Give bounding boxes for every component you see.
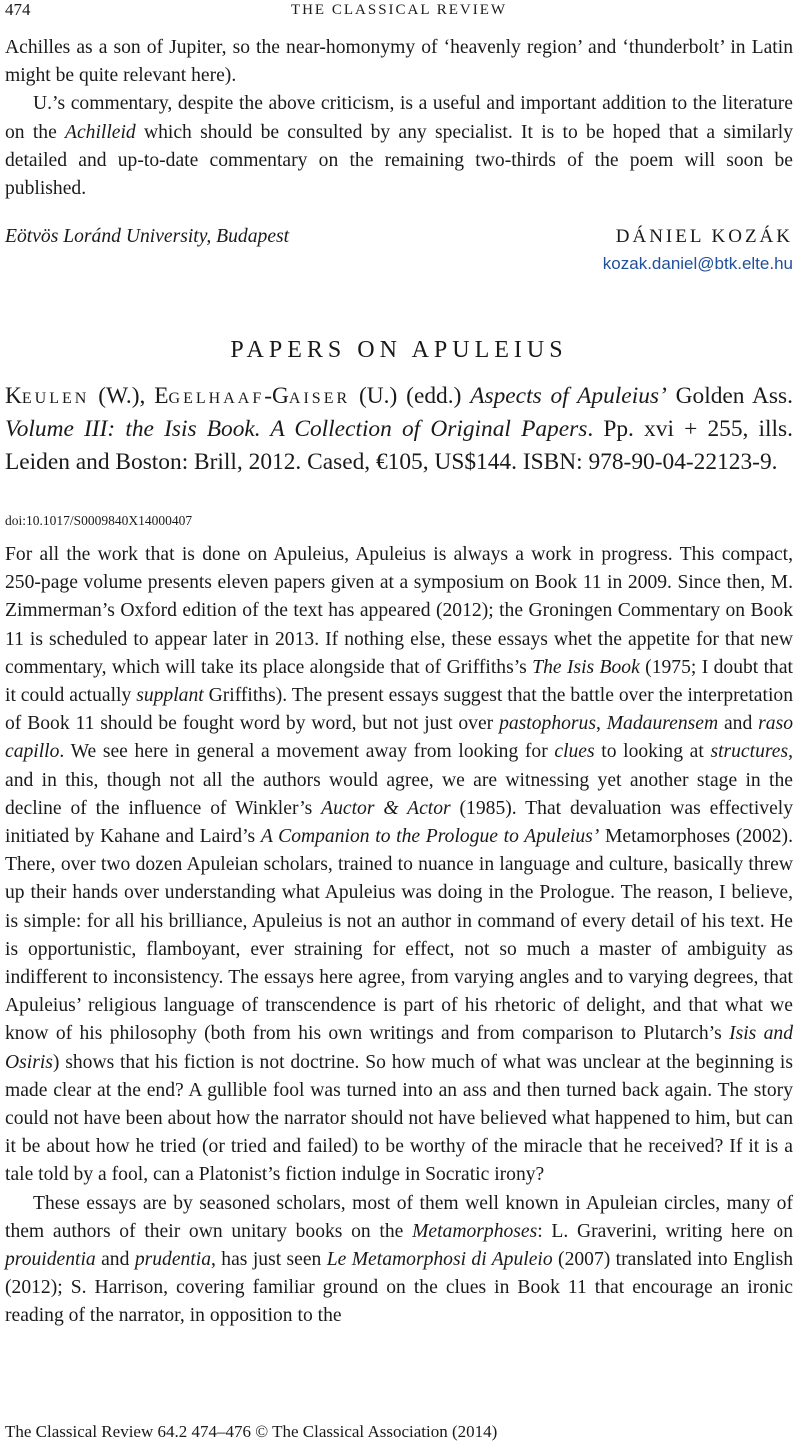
page-footer: The Classical Review 64.2 474–476 © The Classical Association (2014) [5,1422,498,1441]
editor-surname: gelhaaf [168,383,265,409]
publication-details: . Pp. xvi + 255, ills. Leiden and Boston: Brill, 2012. Cased, €105, US$144. ISBN: 978-90-04-22123-9. [5,416,793,475]
italic-term: raso capillo [5,713,793,763]
italic-title: Achilleid [65,121,136,143]
text-span: and [718,713,759,735]
italic-term: prudentia [134,1249,212,1271]
italic-term: Auctor & Actor [321,797,451,819]
text-span: . We see here in general a movement away from looking for [59,741,555,763]
previous-review-ending [5,34,793,203]
italic-term: clues [554,741,595,763]
italic-term: Isis and Osiris [5,1023,793,1073]
book-title: Volume III: the Isis Book. A Collection of Original Papers [5,416,588,442]
section-title: PAPERS ON APULEIUS [230,337,568,363]
editor-surname: aiser [288,383,351,409]
italic-term: Madaurensem [606,713,719,735]
bibliographic-entry [5,380,793,479]
italic-term: pastophorus [499,713,596,735]
italic-term: Le Metamorphosi di Apuleio [326,1249,553,1271]
editor-initial: G [272,383,289,409]
paragraph: Achilles as a son of Jupiter, so the near-homonymy of ‘heavenly region’ and ‘thunderbolt’ in Latin might be quite relevant here). [5,37,793,87]
text-span: - [264,383,273,409]
text-span: These essays are by seasoned scholars, most of them well known in Apuleian circles, many of them authors of their own unitary books on the [5,1192,793,1242]
italic-term: supplant [136,685,204,707]
text-span: Metamorphoses (2002). There, over two dozen Apuleian scholars, trained to nuance in language and culture, basically threw up their hands over understanding what Apuleius was doing in the Prologue. The reason, I believe, is simple: for all his brilliance, Apuleius is not an author in command of every detail of his text. He is opportunistic, flamboyant, ever straining for effect, not so much a master of ambiguity as indifferent to inconsistency. The essays here agree, from varying angles and to varying degrees, that Apuleius’ religious language of transcendence is part of his rhetoric of delight, and that what we know of his philosophy (both from his own writings and from comparison to Plutarch’s [5,826,793,1045]
editor-initial: K [5,383,22,409]
text-span: (1985). That devaluation was effectively initiated by Kahane and Laird’s [5,797,794,848]
text-span: (2007) translated into English (2012); S. Harrison, covering familiar ground on the clues in Book 11 that encourage an ironic reading of the narrator, in opposition to the [5,1249,793,1327]
text-span: : L. Graverini, writing here on [537,1220,793,1242]
paragraph [5,541,793,1190]
text-span: , [595,713,607,735]
text-span: (W.), [89,383,155,409]
book-title: Aspects of Apuleius’ [470,383,667,409]
text-span: and [95,1249,135,1271]
running-head: THE CLASSICAL REVIEW [290,2,508,18]
doi-link[interactable]: doi:10.1017/S0009840X14000407 [5,513,193,528]
page-header [5,0,793,24]
text-span: to looking at [594,741,711,763]
italic-term: Metamorphoses [412,1220,538,1242]
book-title: Golden Ass. [666,383,793,409]
reviewer-name: DÁNIEL KOZÁK [615,226,793,247]
review-body [5,541,793,1331]
text-span: , has just seen [211,1249,327,1271]
text-span: (1975; I doubt that it could actually [5,656,793,707]
italic-term: The Isis Book [532,656,640,678]
text-span: (U.) (edd.) [350,383,471,409]
text-span: , and in this, though not all the authors would agree, we are witnessing yet another stage in the decline of the influence of Winkler’s [5,741,793,819]
paragraph [5,90,793,203]
paragraph [5,1190,793,1331]
page-number: 474 [5,0,31,19]
email-link[interactable]: kozak.daniel@btk.elte.hu [602,254,793,273]
text-span: ) shows that his fiction is not doctrine. So how much of what was unclear at the beginning is made clear at the end? A gullible fool was turned into an ass and then turned back again. The story could not have been about how the narrator should not have believed what happened to him, but can it be about how he tried (or tried and failed) to be worthy of the miracle that he received? If it is a tale told by a fool, can a Platonist’s fiction indulge in Socratic irony? [5,1051,793,1186]
text-span: U.’s commentary, despite the above criticism, is a useful and important addition to the literature on the [5,93,793,143]
editor-initial: E [154,383,169,409]
editor-surname: eulen [21,383,90,409]
affiliation: Eötvös Loránd University, Budapest [5,226,290,247]
text-span: which should be consulted by any specialist. It is to be hoped that a similarly detailed and up-to-date commentary on the remaining two-thirds of the poem will soon be published. [5,121,794,200]
italic-term: A Companion to the Prologue to Apuleius’ [260,826,600,848]
italic-term: prouidentia [5,1249,96,1271]
text-span: For all the work that is done on Apuleius, Apuleius is always a work in progress. This compact, 250-page volume presents eleven papers given at a symposium on Book 11 in 2009. Since then, M. Zimmerman’s Oxford edition of the text has appeared (2012); the Groningen Commentary on Book 11 is scheduled to appear later in 2013. If nothing else, these essays whet the appetite for that new commentary, which will take its place alongside that of Griffiths’s [5,544,793,678]
text-span: Griffiths). The present essays suggest that the battle over the interpretation of Book 11 should be fought word by word, but not just over [5,685,793,735]
italic-term: structures [710,741,789,763]
